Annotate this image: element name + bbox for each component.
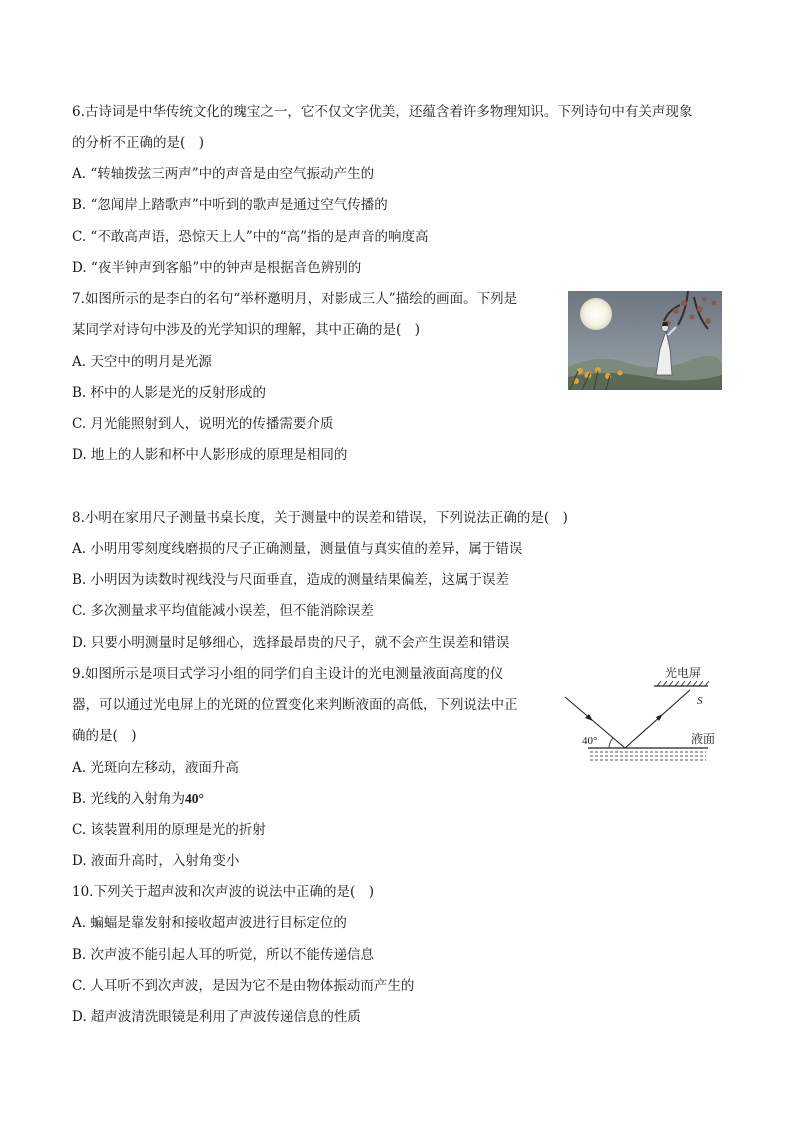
q7-stem-line1: 7.如图所示的是李白的名句“举杯邀明月，对影成三人”描绘的画面。下列是 (72, 291, 518, 307)
q9-option-b-value: 40° (185, 791, 204, 806)
q8-option-c: C. 多次测量求平均值能减小误差，但不能消除误差 (72, 603, 374, 619)
screen-label: 光电屏 (665, 666, 702, 680)
q10-option-d: D. 超声波清洗眼镜是利用了声波传递信息的性质 (72, 1009, 361, 1025)
q7-option-c: C. 月光能照射到人，说明光的传播需要介质 (72, 416, 334, 432)
q6-option-d: D. “夜半钟声到客船”中的钟声是根据音色辨别的 (72, 260, 362, 276)
li-bai-moon-illustration (568, 291, 722, 390)
q6-stem-line2: 的分析不正确的是( ) (72, 135, 205, 151)
q6-option-c: C. “不敢高声语，恐惊天上人”中的“高”指的是声音的响度高 (72, 229, 429, 245)
q10-stem: 10.下列关于超声波和次声波的说法中正确的是( ) (72, 884, 375, 900)
liquid-surface (588, 748, 708, 760)
q9-option-a: A. 光斑向左移动，液面升高 (72, 760, 239, 776)
q8-option-b: B. 小明因为读数时视线没与尺面垂直，造成的测量结果偏差，这属于误差 (72, 572, 510, 588)
q7-option-b: B. 杯中的人影是光的反射形成的 (72, 385, 267, 401)
q8-option-a: A. 小明用零刻度线磨损的尺子正确测量，测量值与真实值的差异，属于错误 (72, 541, 523, 557)
optics-liquid-level-diagram (560, 660, 720, 772)
liquid-label: 液面 (691, 732, 716, 746)
q9-option-c: C. 该装置利用的原理是光的折射 (72, 822, 266, 838)
angle-label: 40° (582, 735, 598, 747)
angle-arc (609, 738, 613, 748)
q6-option-a: A. “转轴拨弦三两声”中的声音是由空气振动产生的 (72, 166, 375, 182)
point-s-label: S (697, 695, 703, 707)
q9-stem-line3: 确的是( ) (72, 728, 137, 744)
q6-option-b: B. “忽闻岸上踏歌声”中听到的歌声是通过空气传播的 (72, 197, 388, 213)
q9-stem-line2: 器，可以通过光电屏上的光斑的位置变化来判断液面的高低，下列说法中正 (72, 697, 518, 713)
q9-option-d: D. 液面升高时，入射角变小 (72, 853, 240, 869)
q9-option-b-text: B. 光线的入射角为 (72, 791, 186, 807)
q9-stem-line1: 9.如图所示是项目式学习小组的同学们自主设计的光电测量液面高度的仪 (72, 666, 504, 682)
q8-option-d: D. 只要小明测量时足够细心，选择最昂贵的尺子，就不会产生误差和错误 (72, 635, 510, 651)
q10-option-c: C. 人耳听不到次声波，是因为它不是由物体振动而产生的 (72, 978, 415, 994)
q9-option-b (72, 789, 204, 809)
q8-stem: 8.小明在家用尺子测量书桌长度，关于测量中的误差和错误，下列说法正确的是( ) (72, 510, 568, 526)
q10-option-a: A. 蝙蝠是靠发射和接收超声波进行目标定位的 (72, 915, 347, 931)
q10-option-b: B. 次声波不能引起人耳的听觉，所以不能传递信息 (72, 947, 375, 963)
photo-screen (654, 681, 709, 686)
q6-stem-line1: 6.古诗词是中华传统文化的瑰宝之一，它不仅文字优美，还蕴含着许多物理知识。下列诗句中有关声现象 (72, 104, 693, 120)
q7-stem-line2: 某同学对诗句中涉及的光学知识的理解，其中正确的是( ) (72, 322, 421, 338)
q7-option-d: D. 地上的人影和杯中人影形成的原理是相同的 (72, 447, 348, 463)
q7-option-a: A. 天空中的明月是光源 (72, 354, 212, 370)
